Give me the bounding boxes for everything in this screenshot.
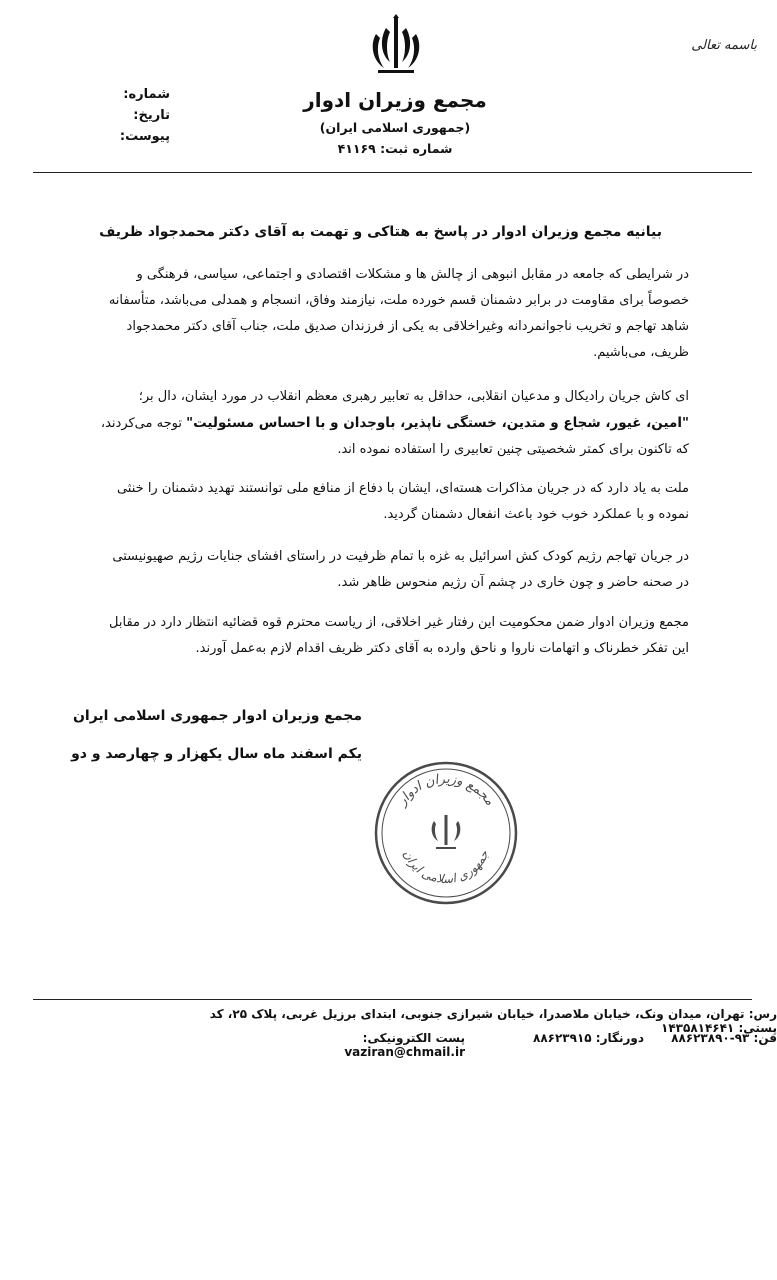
meta-attachment-label: پیوست: [119, 129, 170, 144]
seal-text-bottom: جمهوری اسلامی ایران [400, 848, 492, 887]
iran-emblem-icon [366, 14, 426, 76]
svg-text:جمهوری اسلامی ایران [400, 848, 491, 887]
document-title: بیانیه مجمع وزیران ادوار در پاسخ به هتاکی و تهمت به آقای دکتر محمدجواد ظریف [99, 224, 662, 240]
paragraph-2-end: توجه می‌کردند، که تاکنون برای کمتر شخصیتی چنین تعابیری را استفاده نموده اند. [100, 416, 689, 457]
paragraph-4: در جریان تهاجم رژیم کودک کش اسرائیل به غزه با تمام ظرفیت در راستای افشای جنایات رژیم صهیونیستی در صحنه حاضر و چون خاری در چشم آن رژیم منحوس ظاهر شد. [112, 549, 689, 590]
registration-number: شماره ثبت: ۴۱۱۶۹ [337, 141, 453, 156]
footer-address: رس: تهران، میدان ونک، خیابان ملاصدرا، خیابان شیرازی جنوبی، ابتدای برزیل غربی، پلاک ۲۵، کد پستی: ۱۴۳۵۸۱۴۶۴۱ [209, 1007, 777, 1035]
meta-number-label: شماره: [123, 87, 170, 102]
official-seal-icon [371, 758, 521, 908]
paragraph-1: در شرایطی که جامعه در مقابل انبوهی از چالش ها و مشکلات اقتصادی و اجتماعی، سیاسی، فرهنگی و خصوصاً برای مقاومت در برابر دشمنان قسم خورده ملت، نیازمند وفاق، انسجام و همدلی می‌باشد، متأسفانه شاهد تهاجم و تخریب ناجوانمردانه وغیراخلاقی به یکی از فرزندان صدیق ملت، جناب آقای دکتر محمدجواد ظریف، می‌باشیم. [108, 267, 689, 360]
seal-text-top: مجمع وزیران ادوار [394, 771, 498, 809]
footer-email-address[interactable]: vaziran@chmail.ir [344, 1045, 465, 1059]
org-name: مجمع وزیران ادوار [303, 88, 487, 112]
paragraph-2-quote: "امین، غیور، شجاع و متدین، خستگی ناپذیر، باوجدان و با احساس مسئولیت" [186, 415, 689, 431]
footer-fax: دورنگار: ۸۸۶۲۳۹۱۵ [533, 1031, 644, 1045]
org-subtitle: (جمهوری اسلامی ایران) [319, 120, 471, 135]
header-divider [33, 172, 752, 173]
signature-date: یکم اسفند ماه سال یکهزار و چهارصد و دو [71, 746, 362, 762]
paragraph-2-intro: ای کاش جریان رادیکال و مدعیان انقلابی، حداقل به تعابیر رهبری معظم انقلاب در مورد ایشان، دال بر؛ [138, 389, 689, 404]
invocation-text: باسمه تعالی [691, 38, 757, 53]
footer-phone: فن: ۹۳-۸۸۶۲۳۸۹۰ [671, 1031, 777, 1045]
svg-text:مجمع وزیران ادوار [394, 772, 497, 810]
paragraph-3: ملت به یاد دارد که در جریان مذاکرات هسته‌ای، ایشان با دفاع از منافع ملی توانستند تهدید دشمنان را خنثی نموده و با عملکرد خوب خود باعث انفعال دشمنان گردید. [116, 481, 689, 522]
paragraph-2 [99, 384, 689, 463]
paragraph-5: مجمع وزیران ادوار ضمن محکومیت این رفتار غیر اخلاقی، از ریاست محترم قوه قضائیه انتظار دارد در مقابل این تفکر خطرناک و اتهامات ناروا و ناحق وارده به آقای دکتر ظریف اقدام لازم به‌عمل آورند. [109, 615, 689, 656]
footer-email [245, 1031, 465, 1059]
footer-email-label: پست الکترونیکی: [362, 1031, 465, 1045]
signature-org: مجمع وزیران ادوار جمهوری اسلامی ایران [72, 708, 362, 724]
meta-date-label: تاریخ: [133, 108, 170, 123]
footer-divider [33, 999, 752, 1000]
